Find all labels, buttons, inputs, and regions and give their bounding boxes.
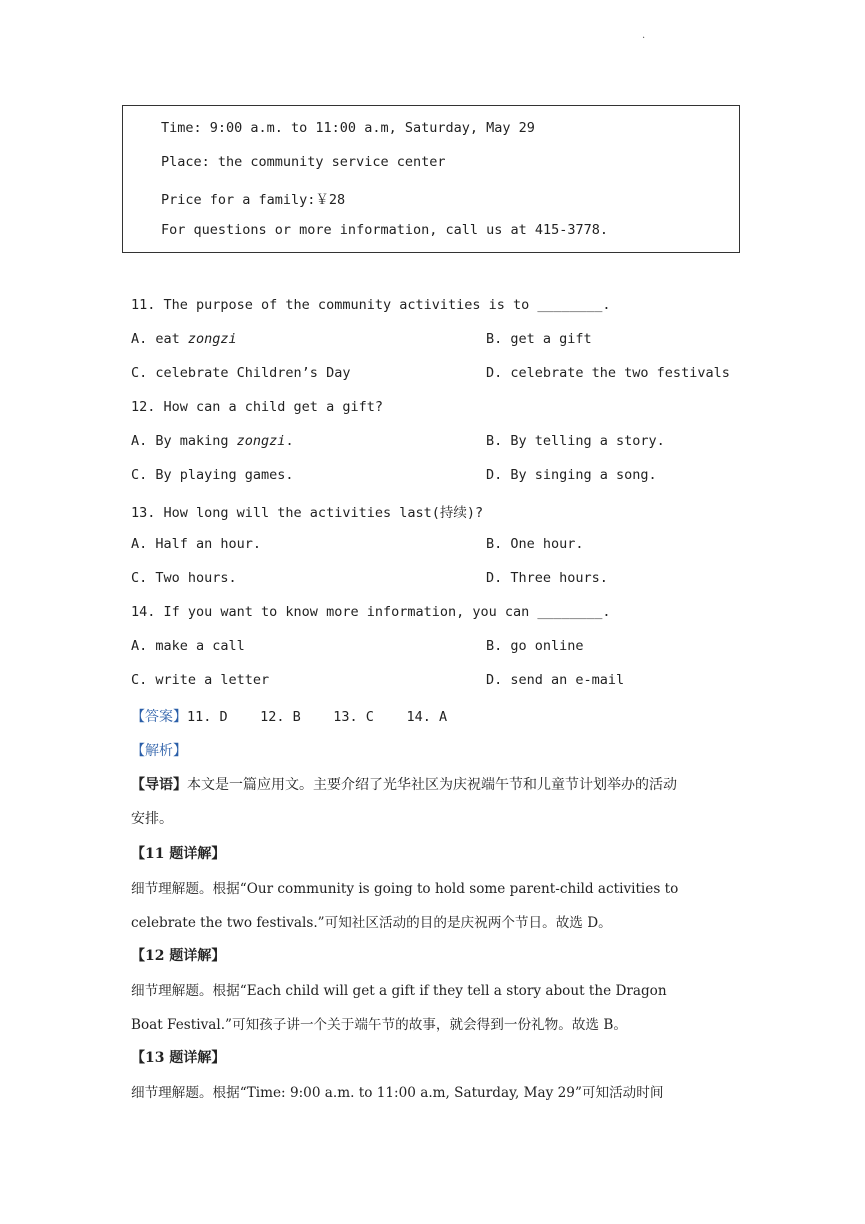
header-dot: .	[642, 30, 646, 41]
question-11-option-c: C. celebrate Children’s Day	[131, 365, 351, 381]
question-12-option-b: B. By telling a story.	[486, 433, 665, 449]
question-14-option-c: C. write a letter	[131, 672, 270, 688]
question-13-stem: 13. How long will the activities last(持续)?	[131, 505, 484, 521]
answer-text: 11. D 12. B 13. C 14. A	[187, 709, 448, 725]
analysis-label: 【解析】	[131, 743, 187, 759]
question-12-stem: 12. How can a child get a gift?	[131, 399, 383, 415]
notice-price: Price for a family:￥28	[161, 192, 346, 208]
notice-time: Time: 9:00 a.m. to 11:00 a.m, Saturday, May 29	[161, 120, 535, 136]
question-14-option-d: D. send an e-mail	[486, 672, 625, 688]
notice-box	[122, 105, 740, 253]
question-13-option-a: A. Half an hour.	[131, 536, 262, 552]
question-11-option-b: B. get a gift	[486, 331, 592, 347]
question-13-option-b: B. One hour.	[486, 536, 584, 552]
guide-line-2: 安排。	[131, 811, 173, 827]
notice-contact: For questions or more information, call us at 415-3778.	[161, 222, 609, 238]
question-11-option-a: A. eat zongzi	[131, 331, 237, 347]
question-12-option-a: A. By making zongzi.	[131, 433, 294, 449]
question-14-option-a: A. make a call	[131, 638, 245, 654]
detail-12-line-2: Boat Festival.”可知孩子讲一个关于端午节的故事，就会得到一份礼物。故选 B。	[131, 1017, 627, 1033]
question-13-option-c: C. Two hours.	[131, 570, 237, 586]
notice-place: Place: the community service center	[161, 154, 446, 170]
detail-12-label: 【12 题详解】	[131, 948, 226, 964]
question-11-option-d: D. celebrate the two festivals	[486, 365, 730, 381]
answer-line	[131, 706, 447, 726]
detail-11-line-1: 细节理解题。根据“Our community is going to hold some parent-child activities to	[131, 881, 679, 897]
question-14-stem: 14. If you want to know more information, you can ________.	[131, 604, 611, 620]
detail-12-line-1: 细节理解题。根据“Each child will get a gift if they tell a story about the Dragon	[131, 983, 667, 999]
detail-11-line-2: celebrate the two festivals.”可知社区活动的目的是庆祝两个节日。故选 D。	[131, 915, 612, 931]
question-11-stem: 11. The purpose of the community activities is to ________.	[131, 297, 611, 313]
detail-13-line-1: 细节理解题。根据“Time: 9:00 a.m. to 11:00 a.m, Saturday, May 29”可知活动时间	[131, 1085, 664, 1101]
question-13-option-d: D. Three hours.	[486, 570, 608, 586]
detail-11-label: 【11 题详解】	[131, 846, 226, 862]
question-12-option-d: D. By singing a song.	[486, 467, 657, 483]
detail-13-label: 【13 题详解】	[131, 1050, 226, 1066]
guide-label: 【导语】	[131, 777, 187, 793]
question-14-option-b: B. go online	[486, 638, 584, 654]
answer-label: 【答案】	[131, 709, 187, 725]
guide-line-1: 【导语】本文是一篇应用文。主要介绍了光华社区为庆祝端午节和儿童节计划举办的活动	[131, 777, 677, 793]
question-12-option-c: C. By playing games.	[131, 467, 294, 483]
